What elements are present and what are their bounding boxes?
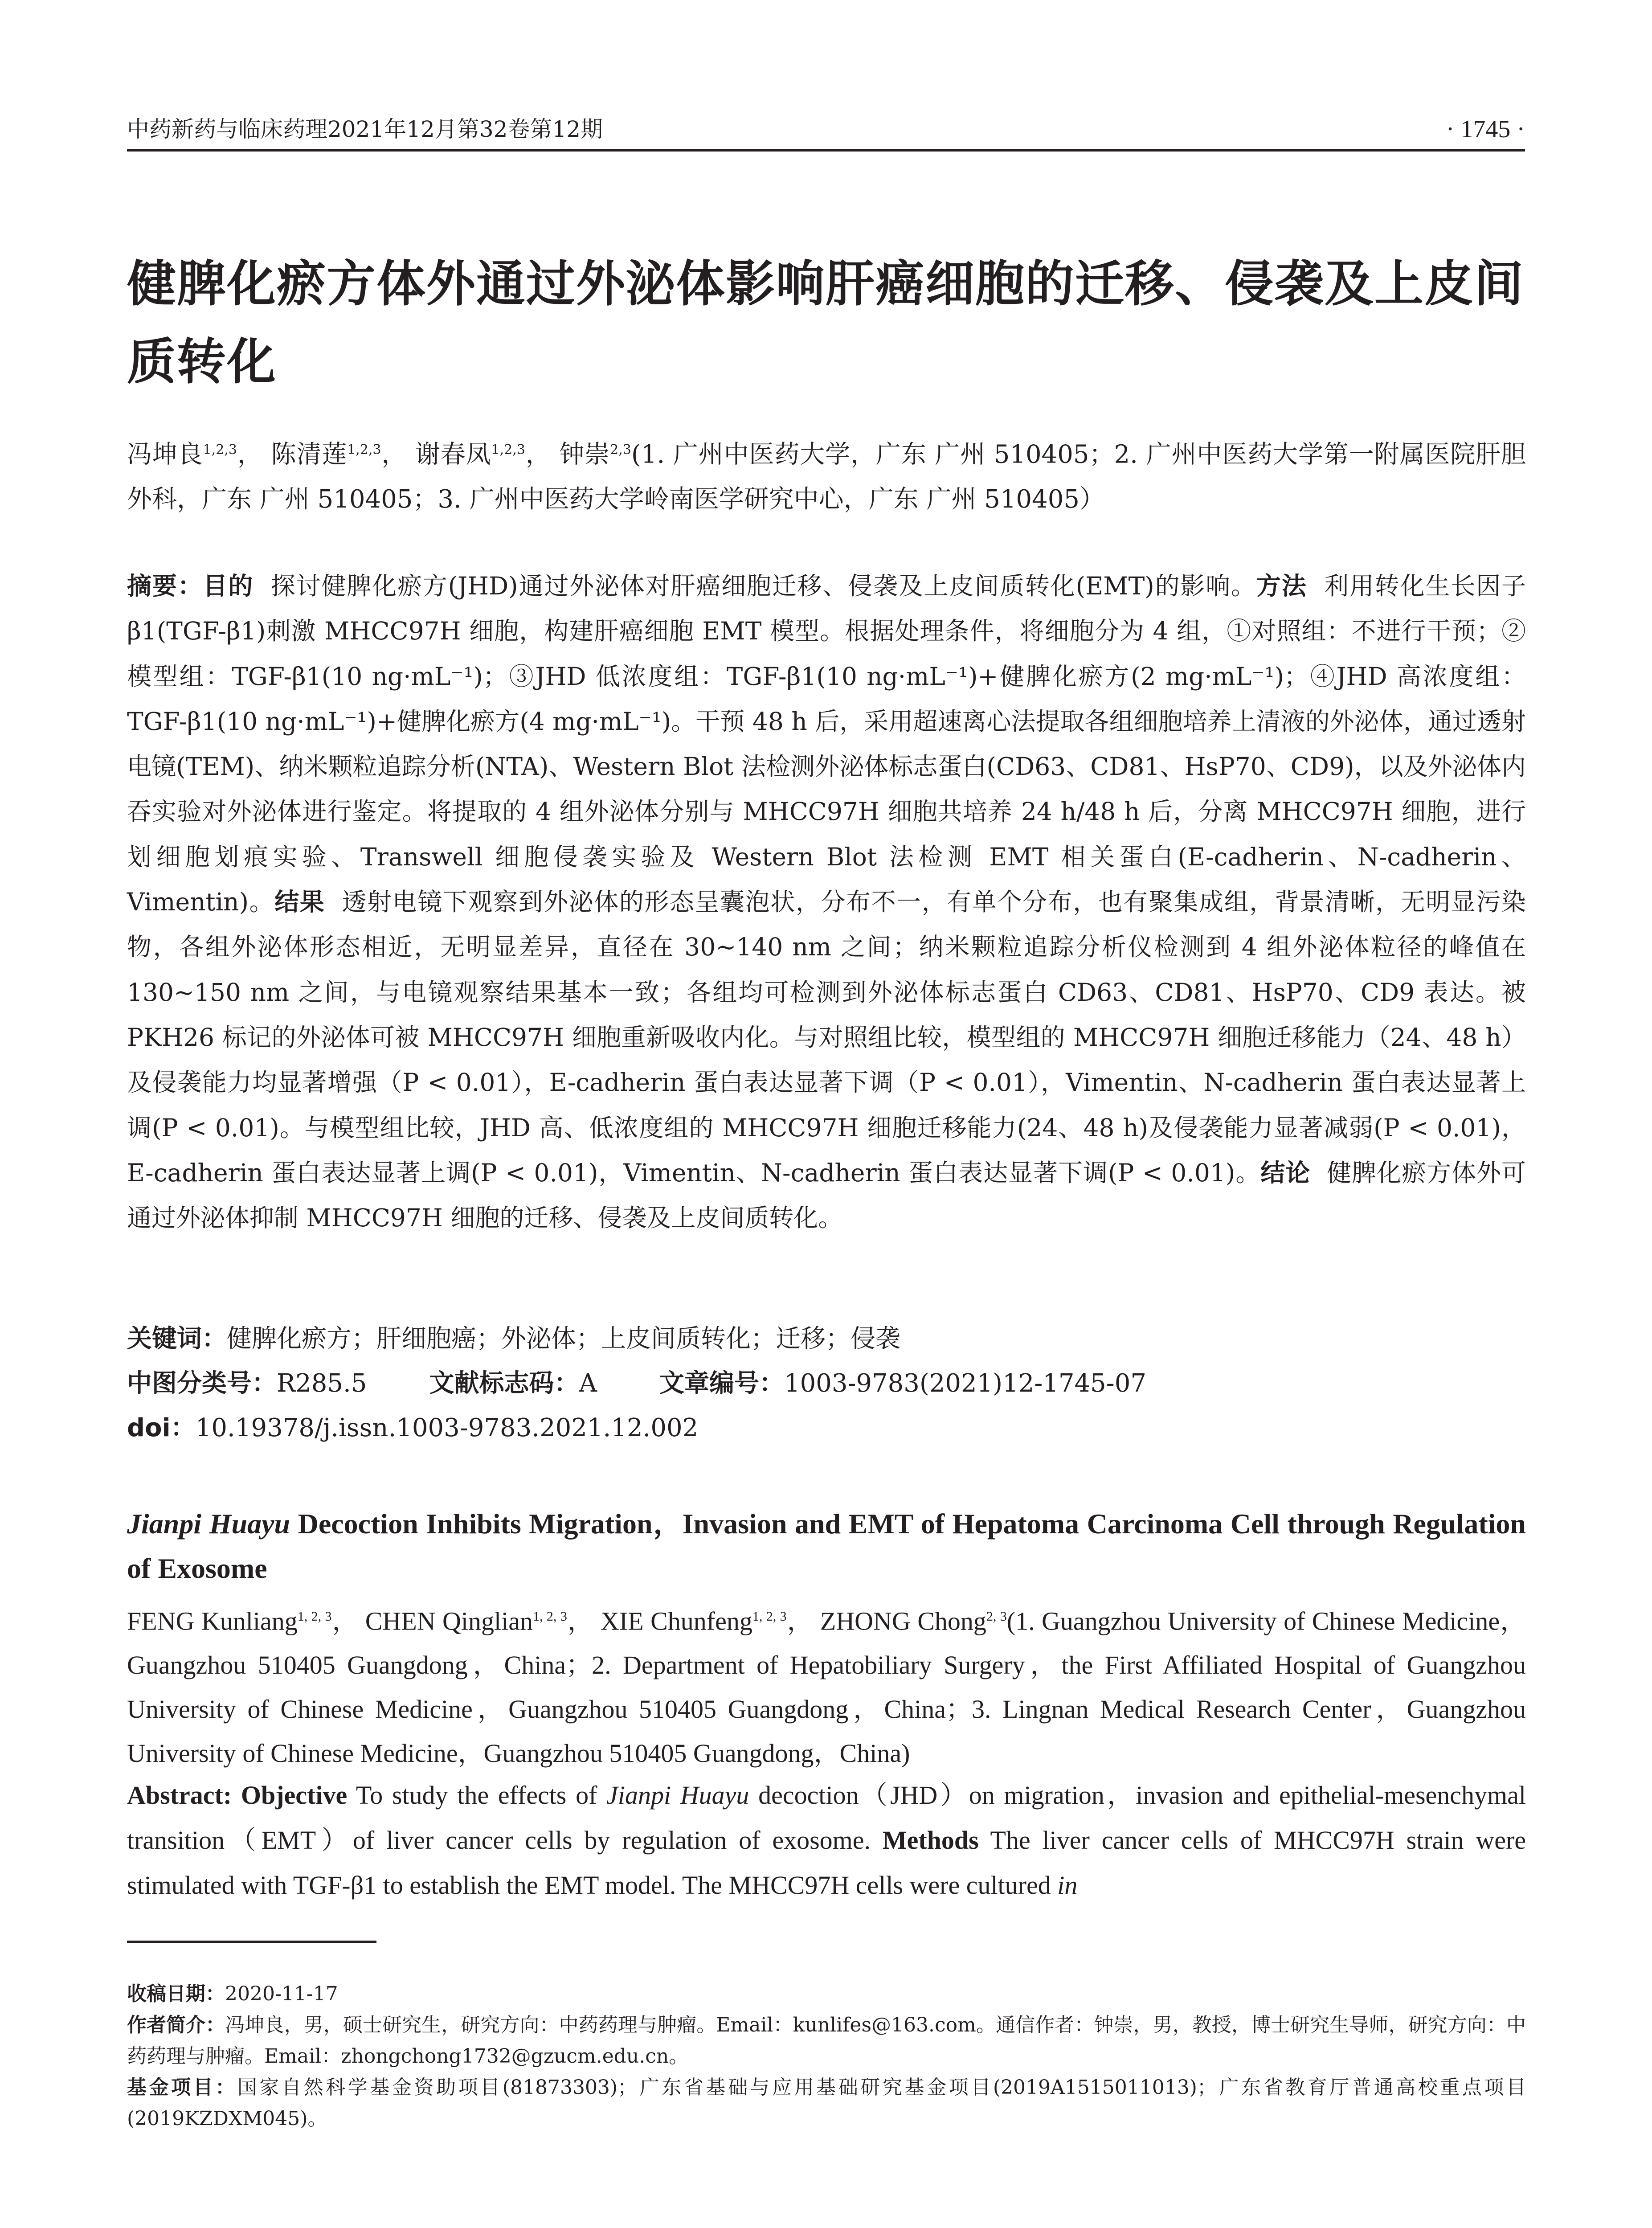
received-date: 2020-11-17 <box>225 1982 338 2005</box>
english-methods-text: The liver cancer cells of MHCC97H strain were stimulated with TGF-β1 to establish the EMT model. The MHCC97H cells were cultured <box>127 1826 1526 1900</box>
author-name: 陈清莲 <box>271 440 348 469</box>
footnotes <box>127 1978 1526 2134</box>
results-text: 透射电镜下观察到外泌体的形态呈囊泡状，分布不一，有单个分布，也有聚集成组，背景清晰，无明显污染物，各组外泌体形态相近，无明显差异，直径在 30~140 nm 之间；纳米颗粒追踪分析仪检测到 4 组外泌体粒径的峰值在 130~150 nm 之间，与电镜观察结果基本一致；各组均可检测到外泌体标志蛋白 CD63、CD81、HsP70、CD9 表达。被 PKH26 标记的外泌体可被 MHCC97H 细胞重新吸收内化。与对照组比较，模型组的 MHCC97H 细胞迁移能力（24、48 h）及侵袭能力均显著增强（P < 0.01），E-cadherin 蛋白表达显著下调（P < 0.01），Vimentin、N-cadherin 蛋白表达显著上调(P < 0.01)。与模型组比较，JHD 高、低浓度组的 MHCC97H 细胞迁移能力(24、48 h)及侵袭能力显著减弱(P < 0.01)，E-cadherin 蛋白表达显著上调(P < 0.01)，Vimentin、N-cadherin 蛋白表达显著下调(P < 0.01)。 <box>127 888 1526 1187</box>
author-affiliations: (1. 广州中医药大学，广东 广州 510405；2. 广州中医药大学第一附属医院肝胆外科，广东 广州 510405；3. 广州中医药大学岭南医学研究中心，广东 广州 510405） <box>127 440 1526 514</box>
abstract-label: 摘要： <box>127 572 203 600</box>
funding-text: 国家自然科学基金资助项目(81873303)；广东省基础与应用基础研究基金项目(2019A1515011013)；广东省教育厅普通高校重点项目(2019KZDXM045)。 <box>127 2076 1526 2130</box>
article-title: 健脾化瘀方体外通过外泌体影响肝癌细胞的迁移、侵袭及上皮间质转化 <box>127 255 1524 390</box>
english-author-marker: 2, 3 <box>986 1609 1007 1624</box>
conclusion-label: 结论 <box>1260 1158 1311 1187</box>
english-author-name: CHEN Qinglian <box>365 1606 533 1636</box>
english-affiliations: (1. Guangzhou University of Chinese Medicine，Guangzhou 510405 Guangdong，China；2. Department of Hepatobiliary Surgery，the First Affiliated Hospital of Guangzhou University of Chinese Medicine，Guangzhou 510405 Guangdong，China；3. Lingnan Medical Research Center，Guangzhou University of Chinese Medicine，Guangzhou 510405 Guangdong，China) <box>127 1606 1526 1768</box>
clc-label: 中图分类号： <box>127 1369 277 1398</box>
clc-value: R285.5 <box>277 1369 367 1398</box>
author-affiliation-marker: 1,2,3 <box>203 442 237 458</box>
english-author-name: XIE Chunfeng <box>601 1606 752 1636</box>
doc-code-value: A <box>579 1369 597 1398</box>
objective-label: 目的 <box>203 572 254 600</box>
english-methods-label: Methods <box>882 1826 979 1855</box>
english-objective-text-b: decoction（JHD）on migration，invasion and epithelial-mesenchymal transition（EMT）of liver cancer cells by regulation of exosome. <box>127 1781 1526 1855</box>
running-head <box>127 109 1525 152</box>
funding-label: 基金项目： <box>127 2076 237 2099</box>
english-objective-label: Objective <box>241 1781 348 1810</box>
english-author-marker: 1, 2, 3 <box>297 1609 332 1624</box>
methods-label: 方法 <box>1256 572 1307 600</box>
results-label: 结果 <box>274 888 325 917</box>
english-title <box>127 1502 1526 1591</box>
english-title-italic: Jianpi Huayu <box>127 1508 290 1540</box>
doi-line <box>127 1406 1526 1450</box>
keywords-label: 关键词： <box>127 1324 227 1353</box>
author-bio-text: 冯坤良，男，硕士研究生，研究方向：中药药理与肿瘤。Email：kunlifes@163.com。通信作者：钟崇，男，教授，博士研究生导师，研究方向：中药药理与肿瘤。Email：zhongchong1732@gzucm.edu.cn。 <box>127 2014 1526 2068</box>
english-abstract <box>127 1773 1526 1908</box>
journal-info: 中药新药与临床药理2021年12月第32卷第12期 <box>127 116 603 142</box>
footnote-received <box>127 1978 1526 2010</box>
english-objective-italic: Jianpi Huayu <box>606 1781 749 1810</box>
footnote-author <box>127 2010 1526 2072</box>
chinese-abstract <box>127 564 1526 1241</box>
author-affiliation-marker: 1,2,3 <box>491 442 525 458</box>
doi-value[interactable]: 10.19378/j.issn.1003-9783.2021.12.002 <box>195 1413 699 1442</box>
methods-text: 利用转化生长因子 β1(TGF-β1)刺激 MHCC97H 细胞，构建肝癌细胞 EMT 模型。根据处理条件，将细胞分为 4 组，①对照组：不进行干预；②模型组：TGF-β1(10 ng·mL⁻¹)；③JHD 低浓度组：TGF-β1(10 ng·mL⁻¹)+健脾化瘀方(2 mg·mL⁻¹)；④JHD 高浓度组：TGF-β1(10 ng·mL⁻¹)+健脾化瘀方(4 mg·mL⁻¹)。干预 48 h 后，采用超速离心法提取各组细胞培养上清液的外泌体，通过透射电镜(TEM)、纳米颗粒追踪分析(NTA)、Western Blot 法检测外泌体标志蛋白(CD63、CD81、HsP70、CD9)，以及外泌体内吞实验对外泌体进行鉴定。将提取的 4 组外泌体分别与 MHCC97H 细胞共培养 24 h/48 h 后，分离 MHCC97H 细胞，进行划细胞划痕实验、Transwell 细胞侵袭实验及 Western Blot 法检测 EMT 相关蛋白(E-cadherin、N-cadherin、Vimentin)。 <box>127 572 1526 917</box>
english-author-name: FENG Kunliang <box>127 1606 298 1636</box>
article-number-value: 1003-9783(2021)12-1745-07 <box>784 1369 1146 1398</box>
doc-code-label: 文献标志码： <box>429 1369 579 1398</box>
author-affiliation-marker: 2,3 <box>610 442 631 458</box>
author-bio-label: 作者简介： <box>127 2014 225 2036</box>
english-title-rest: Decoction Inhibits Migration，Invasion and EMT of Hepatoma Carcinoma Cell through Regulation of Exosome <box>127 1508 1526 1584</box>
english-abstract-label: Abstract: <box>127 1781 232 1810</box>
author-name: 冯坤良 <box>127 440 203 469</box>
english-objective-text-a: To study the effects of <box>356 1781 607 1810</box>
doi-label: doi： <box>127 1413 196 1442</box>
author-block: 冯坤良$^{1,2,3}$， 陈清莲$^{1,2,3}$， 谢春凤$^{1,2,3}$， 钟崇$^{2,3}$(1. 广州中医药大学，广东 广州 510405；2. 广州中医药大学第一附属医院肝胆外科，广东 广州 510405；3. 广州中医药大学岭南医学研究中心，广东 广州 510405） <box>127 440 1526 514</box>
footnote-funding <box>127 2072 1526 2134</box>
author-name: 谢春凤 <box>415 440 491 469</box>
author-name: 钟崇 <box>559 440 610 469</box>
keywords-text: 健脾化瘀方；肝细胞癌；外泌体；上皮间质转化；迁移；侵袭 <box>227 1324 900 1353</box>
received-label: 收稿日期： <box>127 1982 225 2005</box>
footnote-divider <box>127 1941 376 1943</box>
conclusion-text: 健脾化瘀方体外可通过外泌体抑制 MHCC97H 细胞的迁移、侵袭及上皮间质转化。 <box>127 1158 1526 1233</box>
article-number-label: 文章编号： <box>659 1369 784 1398</box>
keywords-line <box>127 1317 1526 1361</box>
english-author-name: ZHONG Chong <box>820 1606 986 1636</box>
classification-line <box>127 1361 1526 1406</box>
objective-text: 探讨健脾化瘀方(JHD)通过外泌体对肝癌细胞迁移、侵袭及上皮间质转化(EMT)的影响。 <box>270 572 1256 600</box>
english-author-block: FENG Kunliang$^{1, 2, 3}$， CHEN Qinglian$^{1, 2, 3}$， XIE Chunfeng$^{1, 2, 3}$， ZHONG Chong$^{2, 3}$(1. Guangzhou University of Chinese Medicine，Guangzhou 510405 Guangdong，China；2. Department of Hepatobiliary Surgery，the First Affiliated Hospital of Guangzhou University of Chinese Medicine，Guangzhou 510405 Guangdong，China；3. Lingnan Medical Research Center，Guangzhou University of Chinese Medicine，Guangzhou 510405 Guangdong，China) <box>127 1606 1526 1768</box>
english-author-marker: 1, 2, 3 <box>752 1609 787 1624</box>
page-number: · 1745 · <box>1446 115 1525 143</box>
english-methods-italic: in <box>1057 1871 1078 1900</box>
english-author-marker: 1, 2, 3 <box>533 1609 567 1624</box>
author-affiliation-marker: 1,2,3 <box>347 442 381 458</box>
